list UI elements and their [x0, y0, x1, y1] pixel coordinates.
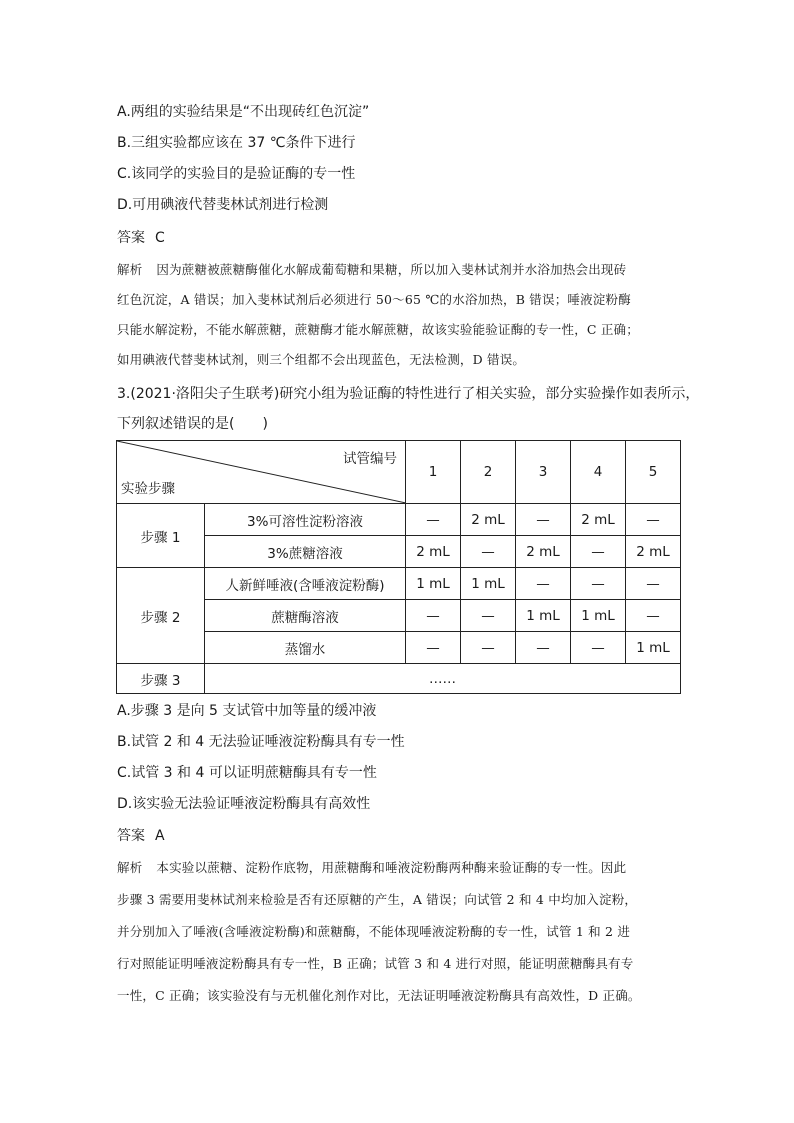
q2-explanation-line: 只能水解淀粉，不能水解蔗糖，蔗糖酶才能水解蔗糖，故该实验能验证酶的专一性，C 正确； [117, 322, 639, 337]
q3-answer [117, 826, 165, 846]
q3-explanation-line [117, 858, 626, 878]
answer-label: 答案 [117, 230, 145, 246]
value-cell: — [626, 568, 681, 600]
explanation-text: 本实验以蔗糖、淀粉作底物，用蔗糖酶和唾液淀粉酶两种酶来验证酶的专一性。因此 [156, 860, 627, 875]
q3-option-d: D.该实验无法验证唾液淀粉酶具有高效性 [117, 796, 371, 812]
q2-option-c: C.该同学的实验目的是验证酶的专一性 [117, 166, 356, 182]
value-cell: — [461, 600, 516, 632]
explanation-label: 解析 [117, 860, 143, 875]
value-cell: 1 mL [626, 632, 681, 664]
value-cell: 1 mL [516, 600, 571, 632]
value-cell: 2 mL [571, 504, 626, 536]
diagonal-header-cell [117, 441, 406, 504]
q3-explanation-line: 行对照能证明唾液淀粉酶具有专一性，B 正确；试管 3 和 4 进行对照，能证明蔗糖酶具有专 [117, 956, 634, 971]
value-cell: 1 mL [571, 600, 626, 632]
value-cell: — [571, 632, 626, 664]
value-cell: 2 mL [516, 536, 571, 568]
value-cell: — [406, 600, 461, 632]
reagent-cell: 蔗糖酶溶液 [205, 600, 406, 632]
q3-explanation-line: 步骤 3 需要用斐林试剂来检验是否有还原糖的产生，A 错误；向试管 2 和 4 中均加入淀粉， [117, 892, 638, 907]
header-steps: 实验步骤 [121, 481, 175, 497]
value-cell: 2 mL [626, 536, 681, 568]
q2-answer [117, 228, 165, 248]
answer-value: C [155, 230, 165, 246]
q2-explanation-line: 红色沉淀，A 错误；加入斐林试剂后必须进行 50～65 ℃的水浴加热，B 错误；唾液淀粉酶 [117, 292, 631, 307]
value-cell: — [571, 536, 626, 568]
value-cell: — [461, 536, 516, 568]
q2-option-d: D.可用碘液代替斐林试剂进行检测 [117, 197, 329, 213]
q2-option-a: A.两组的实验结果是“不出现砖红色沉淀” [117, 104, 370, 120]
step-label: 步骤 3 [117, 664, 205, 694]
reagent-cell: 3%蔗糖溶液 [205, 536, 406, 568]
reagent-cell: 蒸馏水 [205, 632, 406, 664]
value-cell: 2 mL [461, 504, 516, 536]
value-cell: — [626, 600, 681, 632]
table-row [117, 664, 681, 694]
q3-stem: 3.(2021·洛阳尖子生联考)研究小组为验证酶的特性进行了相关实验，部分实验操作如表所示， [117, 386, 700, 402]
value-cell: — [406, 504, 461, 536]
answer-label: 答案 [117, 828, 145, 844]
reagent-cell: 3%可溶性淀粉溶液 [205, 504, 406, 536]
q3-explanation-line: 并分别加入了唾液(含唾液淀粉酶)和蔗糖酶，不能体现唾液淀粉酶的专一性，试管 1 和 2 进 [117, 924, 631, 939]
tube-number: 2 [461, 441, 516, 504]
value-cell: 1 mL [461, 568, 516, 600]
q2-explanation-line [117, 260, 626, 280]
experiment-table [116, 440, 681, 694]
q2-explanation-line: 如用碘液代替斐林试剂，则三个组都不会出现蓝色，无法检测，D 错误。 [117, 352, 526, 367]
value-cell: — [516, 632, 571, 664]
value-cell: — [571, 568, 626, 600]
tube-number: 5 [626, 441, 681, 504]
table-row [117, 568, 681, 600]
value-cell: — [516, 504, 571, 536]
value-cell: 2 mL [406, 536, 461, 568]
header-tube-number: 试管编号 [343, 451, 397, 467]
q3-explanation-line: 一性，C 正确；该实验没有与无机催化剂作对比，无法证明唾液淀粉酶具有高效性，D 正确。 [117, 988, 641, 1003]
q3-option-a: A.步骤 3 是向 5 支试管中加等量的缓冲液 [117, 703, 377, 719]
q3-option-c: C.试管 3 和 4 可以证明蔗糖酶具有专一性 [117, 765, 377, 781]
value-cell: 1 mL [406, 568, 461, 600]
value-cell: — [461, 632, 516, 664]
step-label: 步骤 2 [117, 568, 205, 664]
explanation-text: 因为蔗糖被蔗糖酶催化水解成葡萄糖和果糖，所以加入斐林试剂并水浴加热会出现砖 [156, 262, 627, 277]
explanation-label: 解析 [117, 262, 143, 277]
table-row [117, 504, 681, 536]
reagent-cell: 人新鲜唾液(含唾液淀粉酶) [205, 568, 406, 600]
answer-value: A [155, 828, 165, 844]
q3-option-b: B.试管 2 和 4 无法验证唾液淀粉酶具有专一性 [117, 734, 405, 750]
step3-content: …… [205, 664, 681, 694]
value-cell: — [516, 568, 571, 600]
step-label: 步骤 1 [117, 504, 205, 568]
table-header-row [117, 441, 681, 504]
tube-number: 3 [516, 441, 571, 504]
q3-stem-continued: 下列叙述错误的是( ) [117, 416, 268, 432]
q2-option-b: B.三组实验都应该在 37 ℃条件下进行 [117, 135, 356, 151]
value-cell: — [406, 632, 461, 664]
value-cell: — [626, 504, 681, 536]
tube-number: 4 [571, 441, 626, 504]
tube-number: 1 [406, 441, 461, 504]
